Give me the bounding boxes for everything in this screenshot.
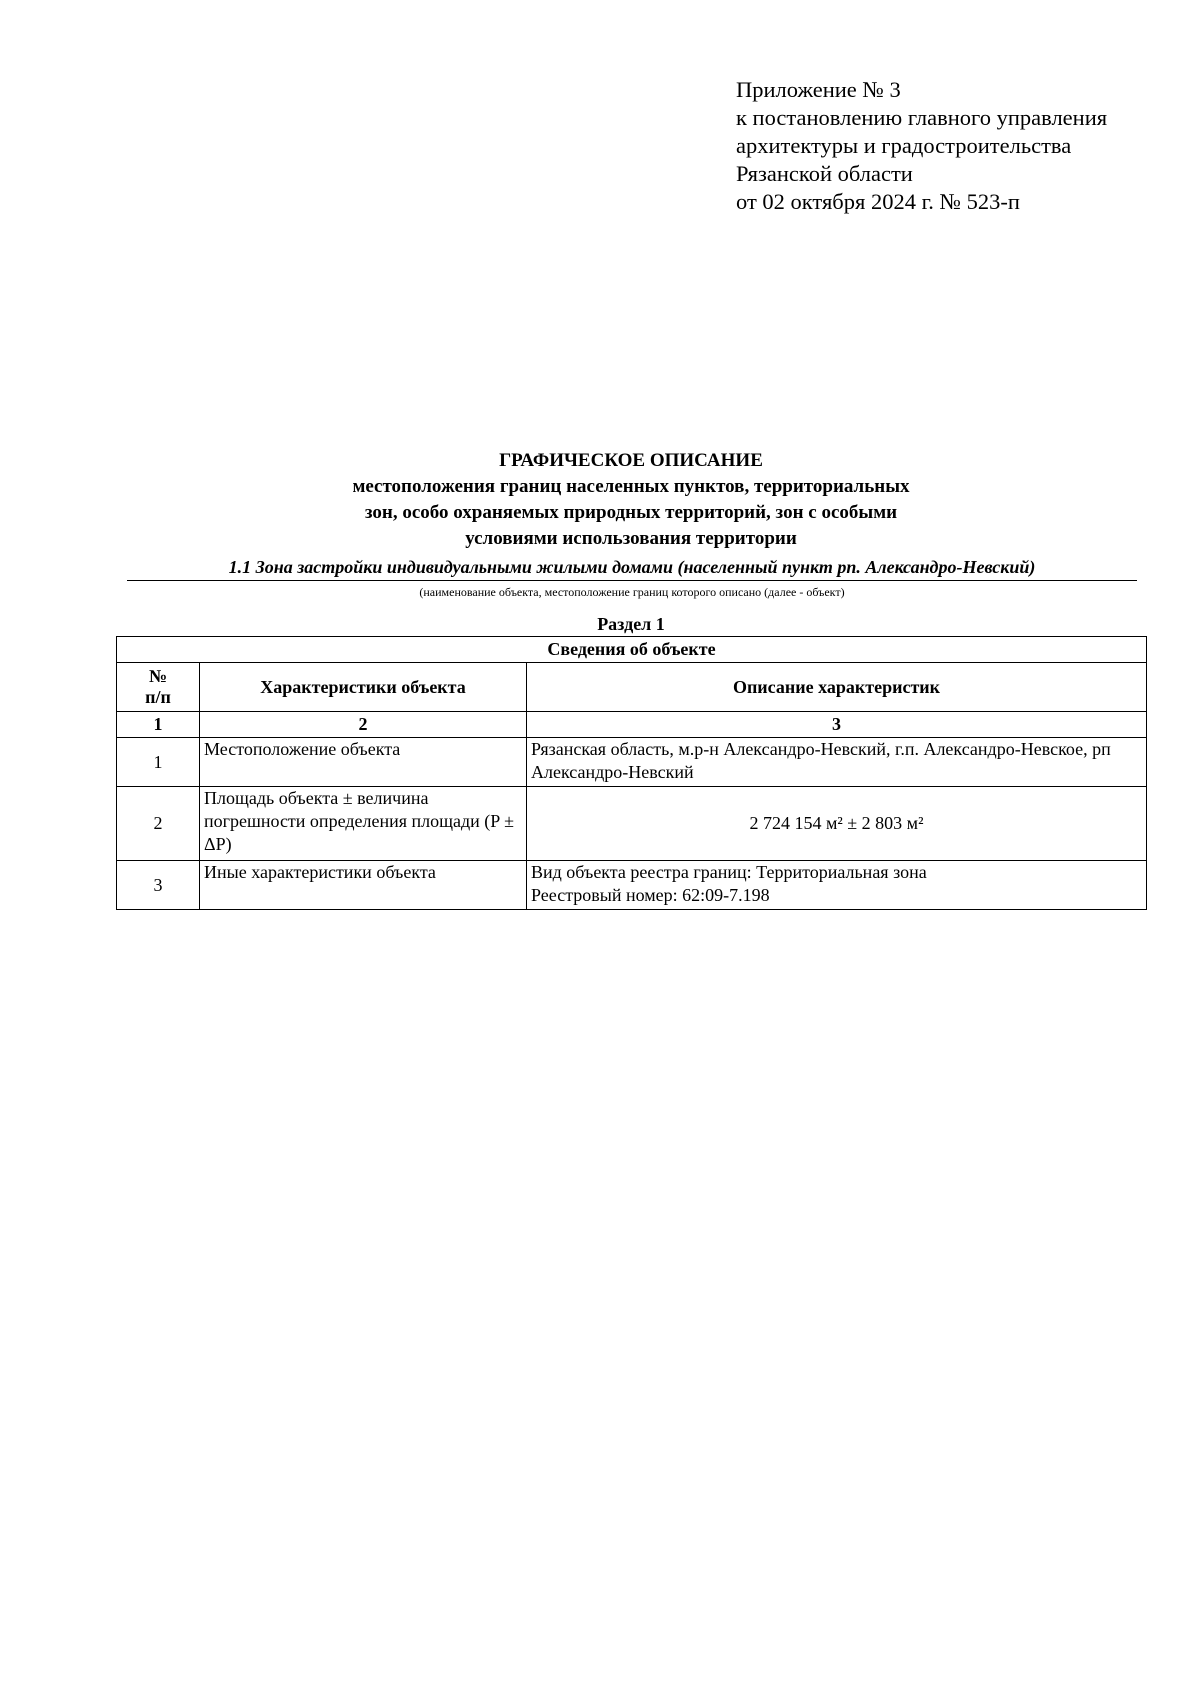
title-line: ГРАФИЧЕСКОЕ ОПИСАНИЕ [499,450,763,471]
table-header-row [117,663,1147,712]
row-characteristic: Местоположение объекта [200,738,527,787]
header-characteristic: Характеристики объекта [200,663,527,712]
appendix-reference-line: Рязанской области [736,161,913,186]
title-line: местоположения границ населенных пунктов, территориальных [352,476,910,497]
row-characteristic: Иные характеристики объекта [200,861,527,910]
registry-number: Реестровый номер: 62:09-7.198 [531,885,770,905]
table-caption-row [117,637,1147,663]
appendix-date: от 02 октября 2024 г. № 523-п [736,189,1020,214]
appendix-header [736,76,1107,216]
table-row [117,787,1147,861]
column-number: 3 [527,712,1147,738]
section-title: Раздел 1 [597,614,665,634]
row-description: 2 724 154 м² ± 2 803 м² [527,787,1147,861]
column-number: 2 [200,712,527,738]
row-description: Рязанская область, м.р-н Александро-Невский, г.п. Александро-Невское, рп Александро-Невский [527,738,1147,787]
row-description [527,861,1147,910]
header-number: № п/п [117,663,200,712]
table-row [117,861,1147,910]
column-number: 1 [117,712,200,738]
object-name-caption: (наименование объекта, местоположение границ которого описано (далее - объект) [419,585,845,599]
appendix-number: Приложение № 3 [736,77,901,102]
title-line: условиями использования территории [465,528,797,549]
row-characteristic: Площадь объекта ± величина погрешности определения площади (P ± ΔP) [200,787,527,861]
header-description: Описание характеристик [527,663,1147,712]
row-number: 1 [117,738,200,787]
title-line: зон, особо охраняемых природных территорий, зон с особыми [364,502,898,523]
row-number: 3 [117,861,200,910]
document-title [0,448,1200,552]
appendix-reference-line: архитектуры и градостроительства [736,133,1072,158]
column-number-row [117,712,1147,738]
row-number: 2 [117,787,200,861]
object-info-table [116,636,1147,910]
registry-object-type: Вид объекта реестра границ: Территориальная зона [531,862,927,882]
table-row [117,738,1147,787]
table-caption: Сведения об объекте [117,637,1147,663]
object-name: 1.1 Зона застройки индивидуальными жилыми домами (населенный пункт рп. Александро-Невский) [127,556,1137,581]
appendix-reference-line: к постановлению главного управления [736,105,1108,130]
